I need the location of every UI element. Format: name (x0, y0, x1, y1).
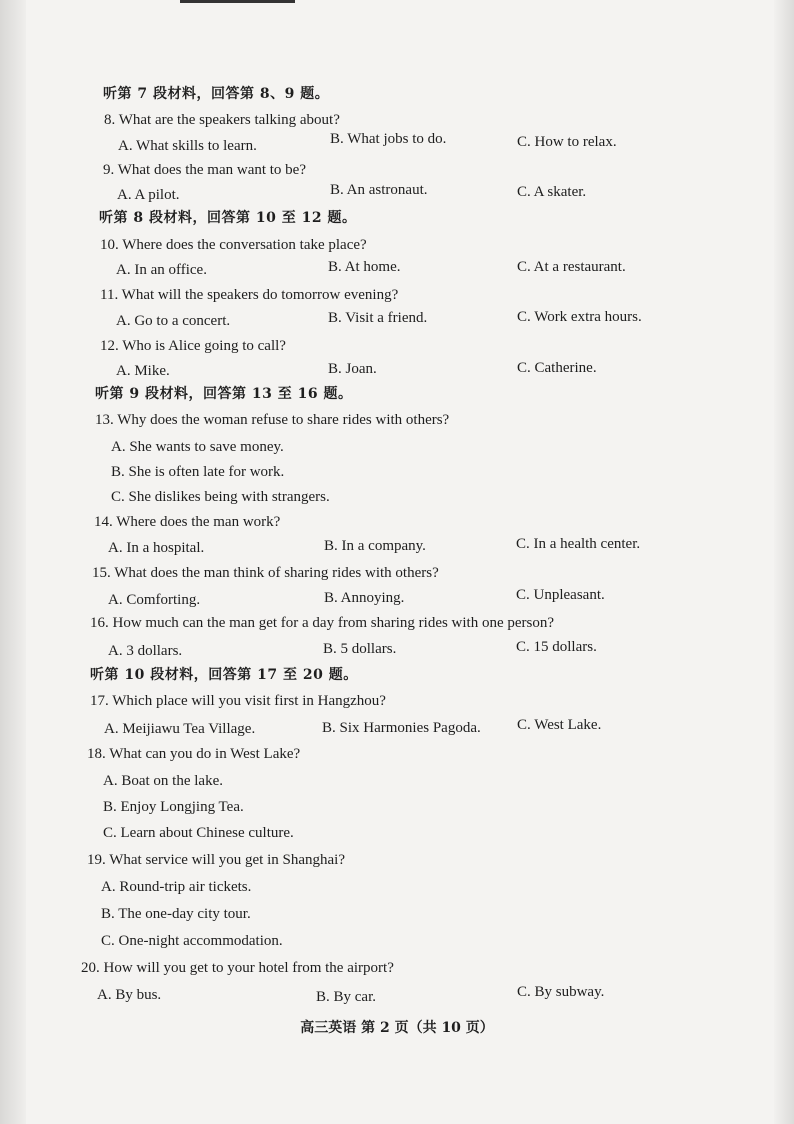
option-c: C. How to relax. (517, 134, 617, 150)
option-a: A. A pilot. (117, 187, 180, 203)
option-c: C. At a restaurant. (517, 259, 626, 275)
question-stem: 11. What will the speakers do tomorrow evening? (100, 287, 399, 303)
page-edge-left (0, 0, 26, 1124)
question-stem: 14. Where does the man work? (94, 514, 281, 530)
option-c: C. 15 dollars. (516, 639, 597, 655)
option-b: B. Annoying. (324, 590, 405, 606)
question-stem: 20. How will you get to your hotel from the airport? (81, 960, 394, 976)
option-c: C. West Lake. (517, 717, 602, 733)
option-a: A. Meijiawu Tea Village. (104, 721, 256, 737)
question-stem: 17. Which place will you visit first in Hangzhou? (90, 693, 386, 709)
option-b: B. She is often late for work. (111, 464, 285, 480)
question-stem: 15. What does the man think of sharing rides with others? (92, 565, 439, 581)
option-b: B. Enjoy Longjing Tea. (103, 799, 244, 815)
section-heading: 听第 10 段材料，回答第 17 至 20 题。 (90, 667, 358, 683)
option-a: A. Comforting. (108, 592, 201, 608)
option-a: A. Round-trip air tickets. (101, 879, 252, 895)
section-heading: 听第 7 段材料，回答第 8、9 题。 (103, 86, 330, 102)
top-mark (180, 0, 295, 3)
option-b: B. The one-day city tour. (101, 906, 251, 922)
page-footer: 高三英语 第 2 页（共 10 页） (300, 1020, 494, 1036)
question-stem: 19. What service will you get in Shanghai? (87, 852, 345, 868)
option-a: A. In a hospital. (108, 540, 205, 556)
option-c: C. By subway. (517, 984, 605, 1000)
option-c: C. In a health center. (516, 536, 641, 552)
option-a: A. Go to a concert. (116, 313, 231, 329)
option-c: C. She dislikes being with strangers. (111, 489, 330, 505)
question-stem: 18. What can you do in West Lake? (87, 746, 301, 762)
option-a: A. What skills to learn. (118, 138, 257, 154)
option-a: A. She wants to save money. (111, 439, 284, 455)
option-c: C. Catherine. (517, 360, 597, 376)
option-b: B. Six Harmonies Pagoda. (322, 720, 481, 736)
question-stem: 16. How much can the man get for a day from sharing rides with one person? (90, 615, 555, 631)
section-heading: 听第 9 段材料，回答第 13 至 16 题。 (95, 386, 353, 402)
question-stem: 10. Where does the conversation take place? (100, 237, 367, 253)
option-c: C. One-night accommodation. (101, 933, 283, 949)
question-stem: 8. What are the speakers talking about? (104, 112, 340, 128)
option-b: B. At home. (328, 259, 401, 275)
option-b: B. Visit a friend. (328, 310, 428, 326)
option-b: B. In a company. (324, 538, 426, 554)
option-b: B. Joan. (328, 361, 377, 377)
option-b: B. An astronaut. (330, 182, 428, 198)
option-a: A. 3 dollars. (108, 643, 183, 659)
option-c: C. Work extra hours. (517, 309, 642, 325)
option-c: C. Unpleasant. (516, 587, 605, 603)
option-c: C. A skater. (517, 184, 587, 200)
question-stem: 12. Who is Alice going to call? (100, 338, 286, 354)
option-a: A. Mike. (116, 363, 170, 379)
option-a: A. In an office. (116, 262, 207, 278)
option-c: C. Learn about Chinese culture. (103, 825, 294, 841)
option-b: B. 5 dollars. (323, 641, 397, 657)
option-a: A. By bus. (97, 987, 162, 1003)
section-heading: 听第 8 段材料，回答第 10 至 12 题。 (99, 210, 357, 226)
option-b: B. By car. (316, 989, 376, 1005)
question-stem: 9. What does the man want to be? (103, 162, 306, 178)
option-b: B. What jobs to do. (330, 131, 447, 147)
question-stem: 13. Why does the woman refuse to share rides with others? (95, 412, 450, 428)
page-edge-right (774, 0, 794, 1124)
option-a: A. Boat on the lake. (103, 773, 223, 789)
